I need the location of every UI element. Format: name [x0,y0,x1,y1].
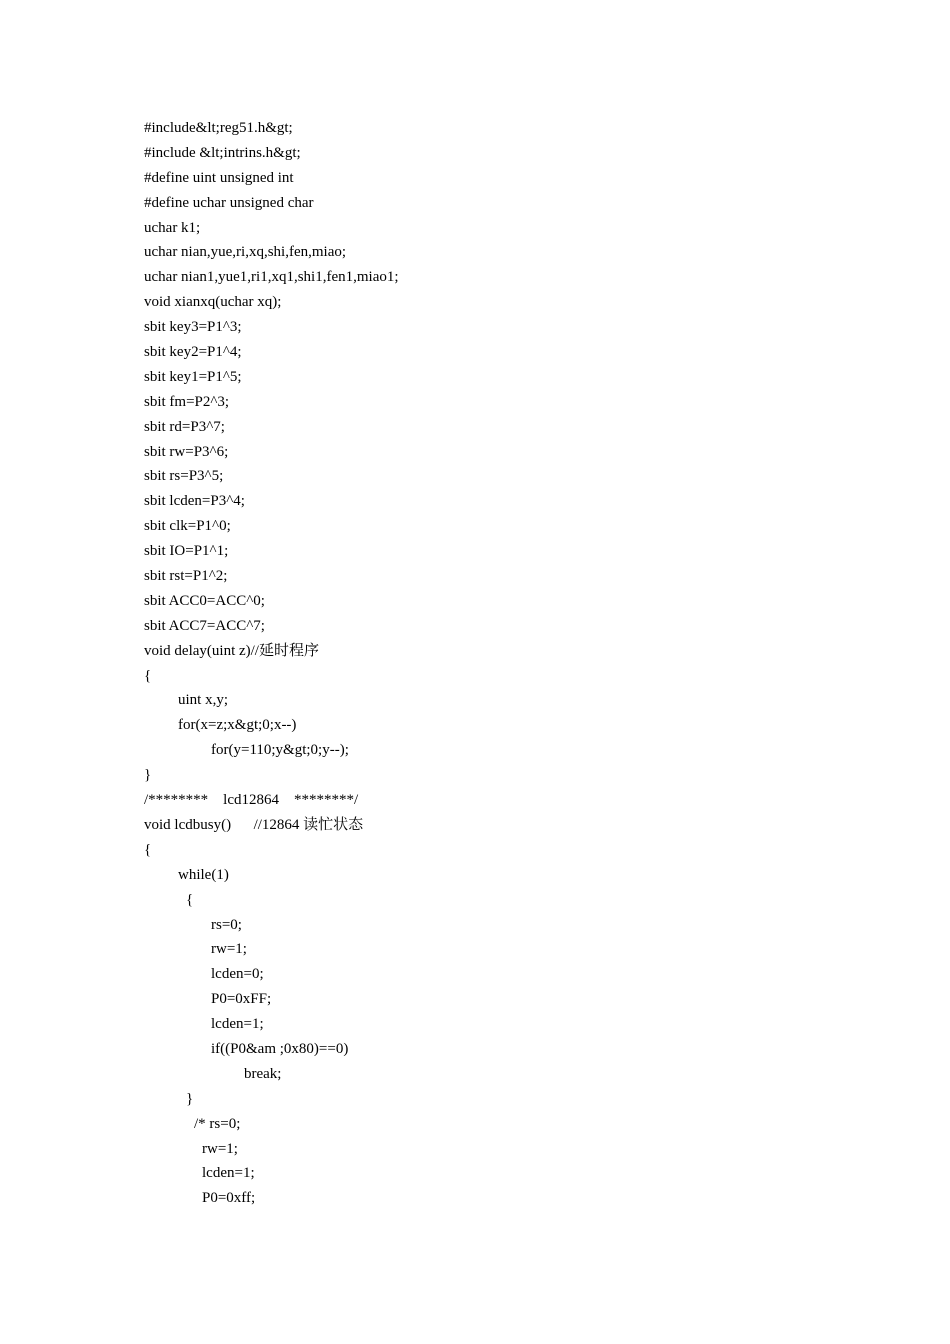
code-line: while(1) [178,866,229,883]
code-line: P0=0xff; [202,1190,256,1207]
code-line: sbit ACC0=ACC^0; [144,592,265,609]
code-line: { [186,891,194,908]
code-line: sbit clk=P1^0; [144,518,231,535]
code-line: { [144,841,152,858]
code-line: void lcdbusy() //12864 读忙状态 [144,816,364,833]
code-line: sbit fm=P2^3; [144,393,230,410]
code-line: rw=1; [211,941,247,958]
code-line: sbit key1=P1^5; [144,368,242,385]
code-line: lcden=1; [202,1165,255,1182]
code-line: sbit IO=P1^1; [144,543,229,560]
code-line: /* rs=0; [194,1115,241,1132]
code-line: P0=0xFF; [211,991,272,1008]
code-line: if((P0&am ;0x80)==0) [211,1040,349,1057]
code-line: sbit key3=P1^3; [144,319,242,336]
code-line: uchar k1; [144,219,201,236]
code-line: sbit rst=P1^2; [144,568,228,585]
code-line: uint x,y; [178,692,229,709]
code-line: break; [244,1065,282,1082]
code-listing [144,116,399,1211]
code-line: sbit ACC7=ACC^7; [144,617,265,634]
code-line: #define uchar unsigned char [144,194,314,211]
code-line: sbit rd=P3^7; [144,418,225,435]
code-line: } [186,1090,194,1107]
code-line: rs=0; [211,916,242,933]
code-line: void xianxq(uchar xq); [144,294,282,311]
code-line: for(y=110;y&gt;0;y--); [211,742,349,759]
code-line: lcden=0; [211,966,264,983]
code-line: #include &lt;intrins.h&gt; [144,144,301,161]
code-line: sbit rw=P3^6; [144,443,229,460]
code-line: sbit key2=P1^4; [144,344,242,361]
code-line: void delay(uint z)//延时程序 [144,642,319,659]
code-line: for(x=z;x&gt;0;x--) [178,717,297,734]
code-line: #define uint unsigned int [144,169,294,186]
code-line: { [144,667,152,684]
code-line: uchar nian1,yue1,ri1,xq1,shi1,fen1,miao1; [144,269,399,286]
code-line: } [144,767,152,784]
code-line: sbit rs=P3^5; [144,468,224,485]
code-line: uchar nian,yue,ri,xq,shi,fen,miao; [144,244,347,261]
code-line: rw=1; [202,1140,238,1157]
code-line: sbit lcden=P3^4; [144,493,245,510]
code-line: /******** lcd12864 ********/ [144,792,359,809]
code-line: lcden=1; [211,1016,264,1033]
code-line: #include&lt;reg51.h&gt; [144,120,293,136]
